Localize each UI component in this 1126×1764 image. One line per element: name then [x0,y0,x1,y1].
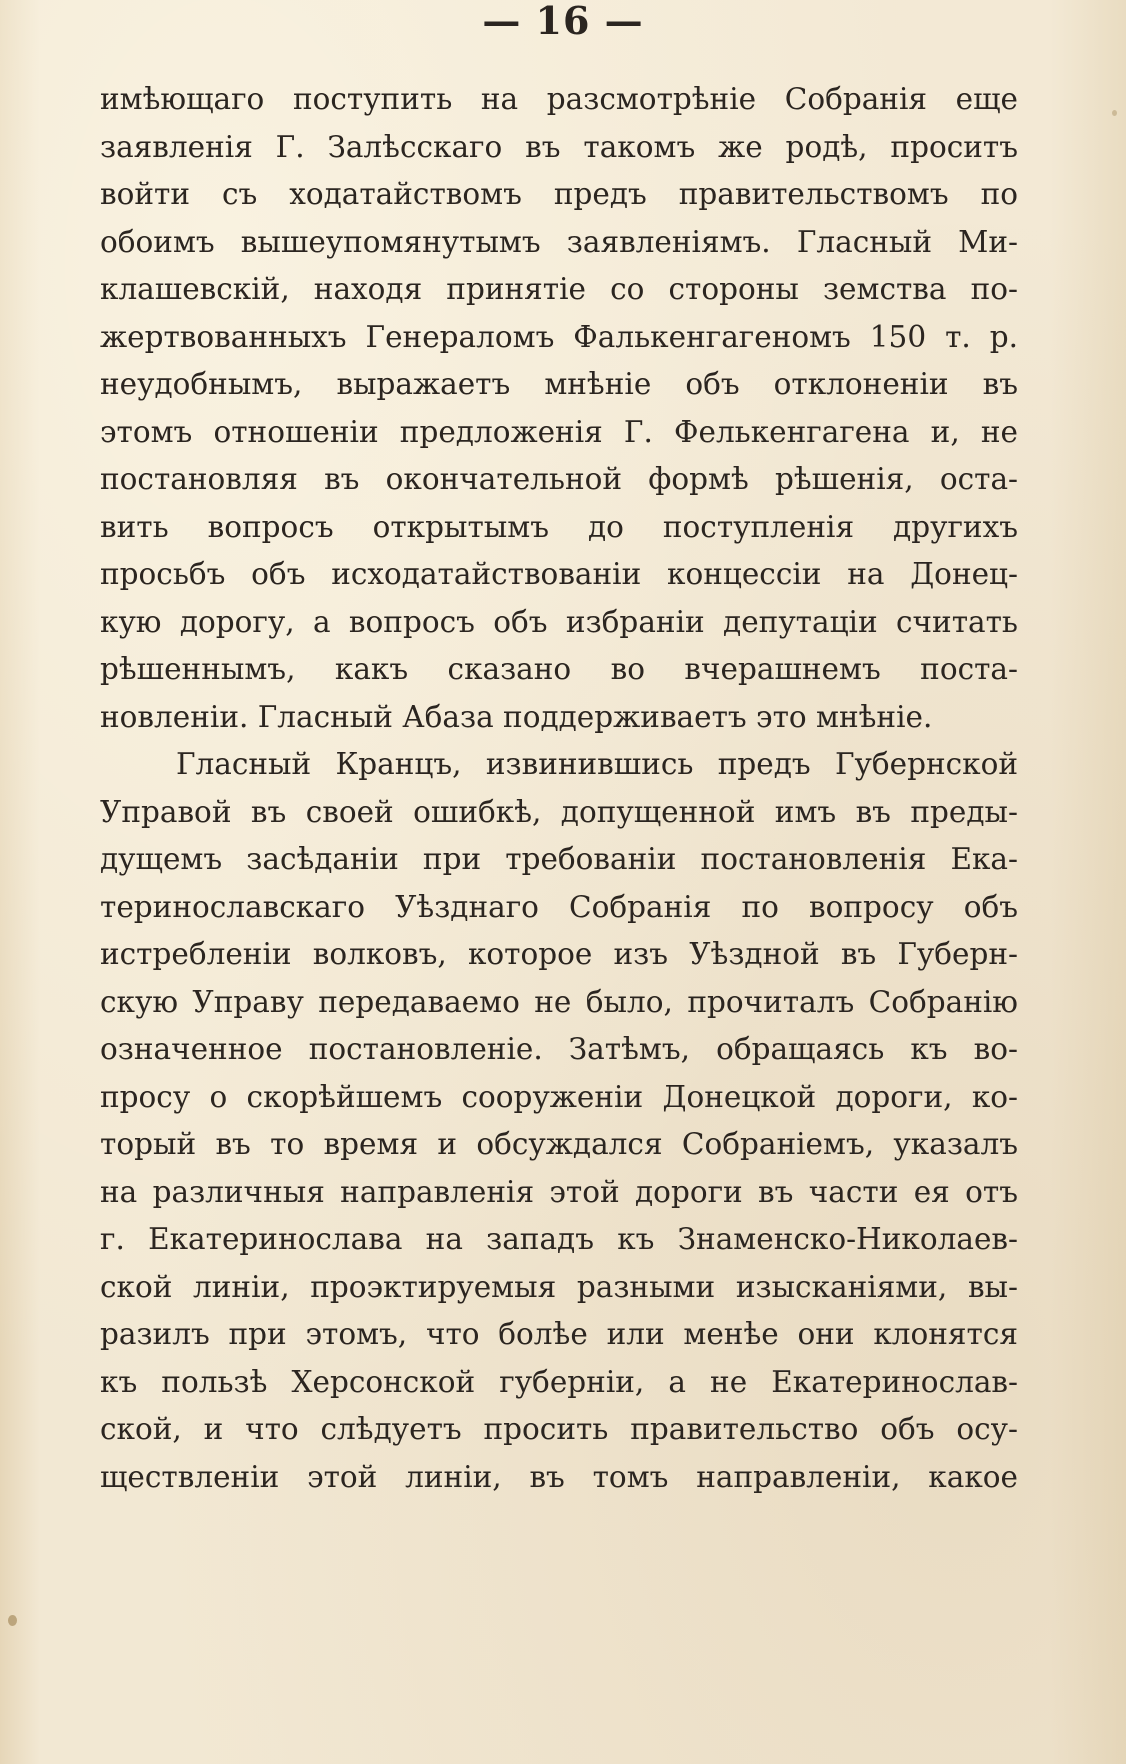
text-line: Гласный Кранцъ, извинившись предъ Губернской [176,747,1018,781]
text-line: жертвованныхъ Генераломъ Фалькенгагеномъ 150 т. р. [100,319,1018,354]
text-line: означенное постановленіе. Затѣмъ, обращаясь къ во- [100,1032,1018,1066]
text-line: этомъ отношеніи предложенія Г. Фелькенгагена и, не [100,414,1018,449]
paragraph-1 [100,76,1018,741]
text-line: клашевскій, находя принятіе со стороны земства по- [100,272,1018,306]
text-line: Управой въ своей ошибкѣ, допущенной имъ въ преды- [100,794,1018,829]
paper-stain [8,1615,17,1626]
text-line: обоимъ вышеупомянутымъ заявленіямъ. Гласный Ми- [100,224,1018,259]
text-line: кую дорогу, а вопросъ объ избраніи депутаціи считать [100,604,1018,639]
text-line: дущемъ засѣданіи при требованіи постановленія Ека- [100,842,1018,876]
text-line: новленіи. Гласный Абаза поддерживаетъ это мнѣніе. [100,699,933,734]
text-line: ской, и что слѣдуетъ просить правительство объ осу- [100,1412,1018,1446]
text-line: къ пользѣ Херсонской губерніи, а не Екатеринослав- [100,1364,1018,1399]
paper-stain [1112,110,1117,116]
text-line: теринославскаго Уѣзднаго Собранія по вопросу объ [100,889,1018,924]
text-line: ской линіи, проэктируемыя разными изысканіями, вы- [100,1269,1018,1304]
text-line: вить вопросъ открытымъ до поступленія другихъ [100,509,1018,544]
text-line: просу о скорѣйшемъ сооруженіи Донецкой дороги, ко- [100,1079,1018,1114]
body-text [100,76,1018,1501]
paragraph-2 [100,741,1018,1501]
text-line: рѣшеннымъ, какъ сказано во вчерашнемъ поста- [100,652,1018,686]
text-line: заявленія Г. Залѣсскаго въ такомъ же родѣ, проситъ [100,129,1018,164]
text-line: имѣющаго поступить на разсмотрѣніе Собранія еще [100,82,1018,116]
text-line: г. Екатеринослава на западъ къ Знаменско-Николаев- [100,1222,1018,1256]
text-line: разилъ при этомъ, что болѣе или менѣе они клонятся [100,1317,1018,1351]
text-line: истребленіи волковъ, которое изъ Уѣздной въ Губерн- [100,937,1018,971]
text-line: войти съ ходатайствомъ предъ правительствомъ по [100,177,1018,211]
page-number: — 16 — [482,0,644,43]
text-line: просьбъ объ исходатайствованіи концессіи на Донец- [100,557,1018,591]
text-line: на различныя направленія этой дороги въ части ея отъ [100,1174,1018,1209]
text-line: скую Управу передаваемо не было, прочиталъ Собранію [100,984,1018,1019]
text-line: ществленіи этой линіи, въ томъ направленіи, какое [100,1459,1018,1494]
text-line: торый въ то время и обсуждался Собраніемъ, указалъ [100,1127,1018,1161]
text-line: постановляя въ окончательной формѣ рѣшенія, оста- [100,462,1018,496]
text-line: неудобнымъ, выражаетъ мнѣніе объ отклоненіи въ [100,367,1018,401]
